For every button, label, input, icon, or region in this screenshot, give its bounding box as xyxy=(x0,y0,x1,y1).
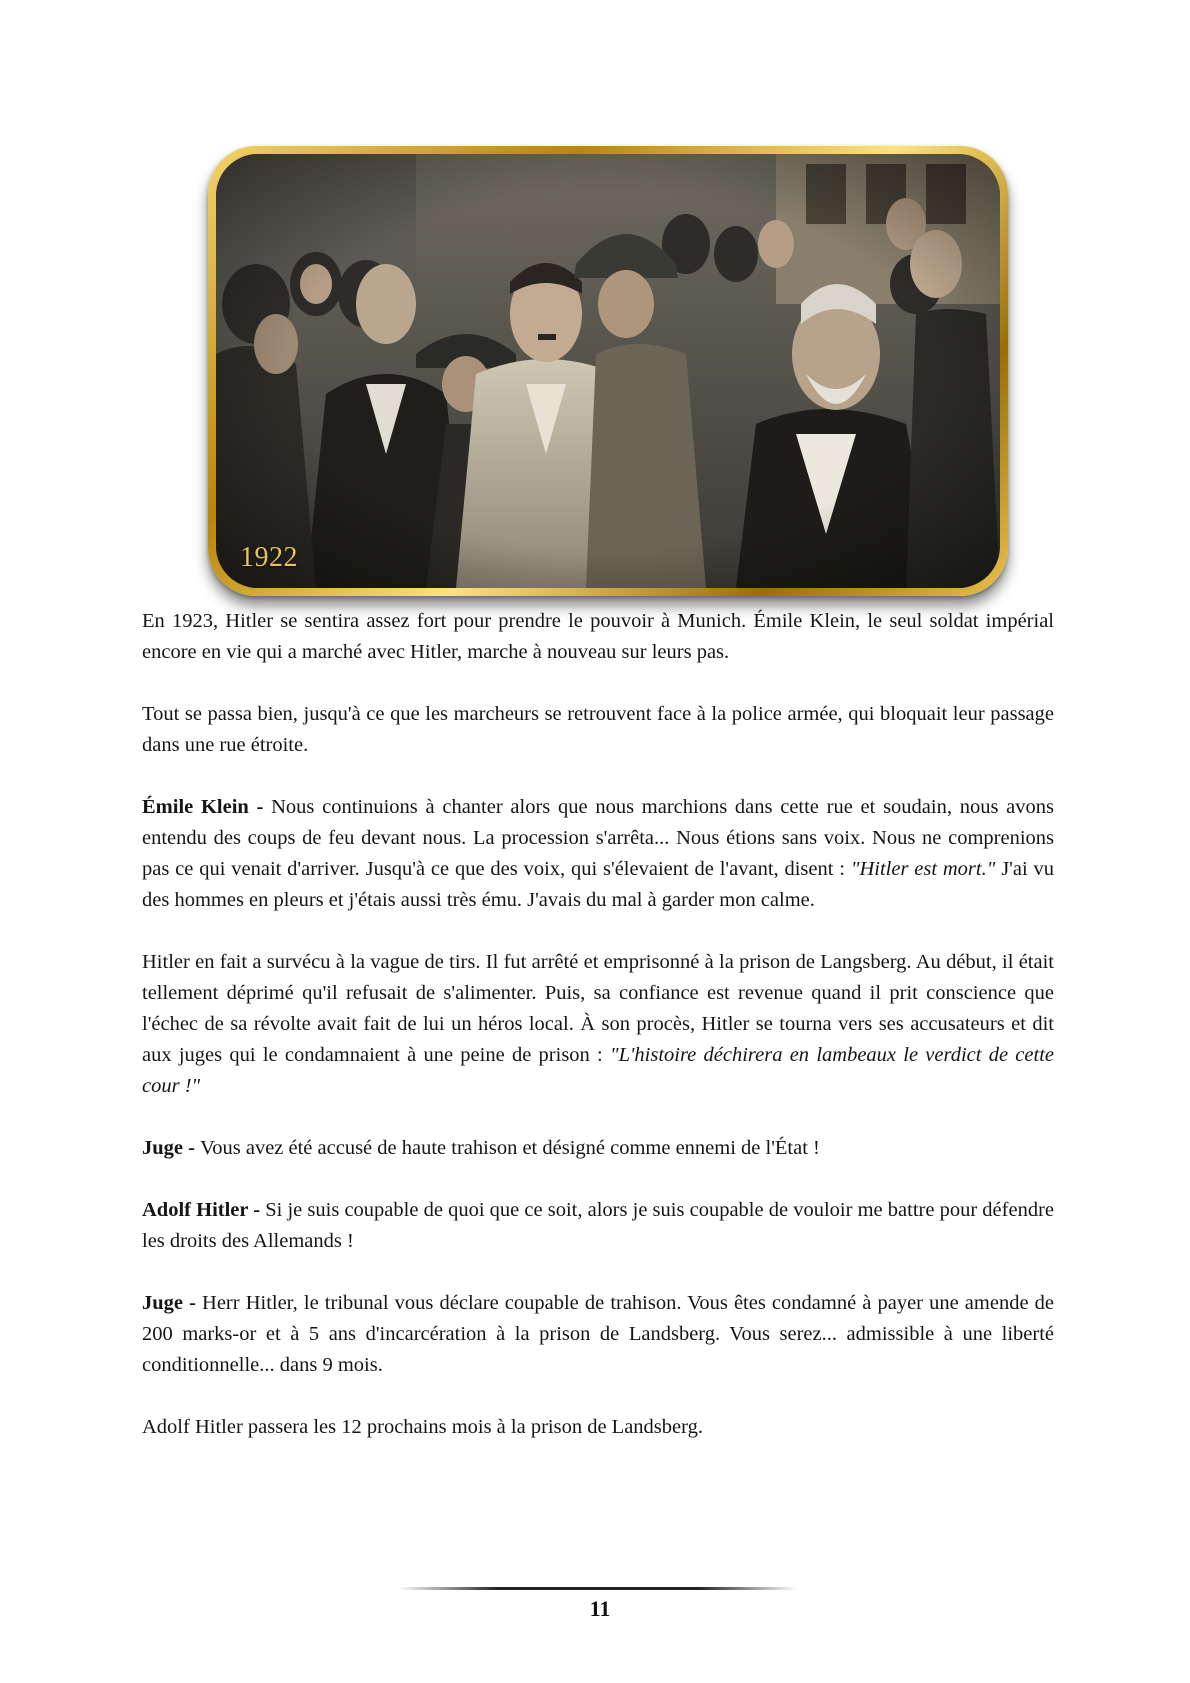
paragraph-1: En 1923, Hitler se sentira assez fort pour prendre le pouvoir à Munich. Émile Klein, le seul soldat impérial encore en vie qui a marché avec Hitler, marche à nouveau sur leurs pas. xyxy=(142,610,1054,663)
photo-frame xyxy=(208,146,1008,596)
speaker-label: Émile Klein - xyxy=(142,796,272,818)
paragraph-6: Adolf Hitler - Si je suis coupable de quoi que ce soit, alors je suis coupable de vouloir me battre pour défendre les droits des Allemands ! xyxy=(142,1199,1055,1252)
paragraph-7: Juge - Herr Hitler, le tribunal vous déclare coupable de trahison. Vous êtes condamné à payer une amende de 200 marks-or et à 5 ans d'incarcération à la prison de Landsberg. Vous serez... admissible à une liberté conditionnelle... dans 9 mois. xyxy=(142,1292,1054,1376)
paragraph-2: Tout se passa bien, jusqu'à ce que les marcheurs se retrouvent face à la police armée, qui bloquait leur passage dans une rue étroite. xyxy=(142,703,1054,756)
paragraph-8: Adolf Hitler passera les 12 prochains mois à la prison de Landsberg. xyxy=(142,1416,703,1438)
quote: "L'histoire déchirera en lambeaux le verdict de cette cour !" xyxy=(142,1044,1054,1097)
historical-photo xyxy=(216,154,1000,588)
photo-year-caption: 1922 xyxy=(240,542,298,573)
speaker-label: Juge - xyxy=(142,1137,201,1159)
quote: "Hitler est mort." xyxy=(850,858,996,880)
speaker-label: Juge - xyxy=(142,1292,203,1314)
body-text xyxy=(142,606,1054,1474)
footer-divider xyxy=(398,1587,798,1590)
crowd-photo-illustration xyxy=(216,154,1000,588)
speaker-label: Adolf Hitler - xyxy=(142,1199,266,1221)
paragraph-5: Juge - Vous avez été accusé de haute trahison et désigné comme ennemi de l'État ! xyxy=(142,1137,820,1159)
paragraph-4: Hitler en fait a survécu à la vague de tirs. Il fut arrêté et emprisonné à la prison de Langsberg. Au début, il était tellement déprimé qu'il refusait de s'alimenter. Puis, sa confiance est revenue quand il prit conscience que l'échec de sa révolte avait fait de lui un héros local. À son procès, Hitler se tourna vers ses accusateurs et dit aux juges qui le condamnaient à une peine de prison : "L'histoire déchirera en lambeaux le verdict de cette cour !" xyxy=(142,951,1054,1097)
page-number: 11 xyxy=(589,1596,611,1621)
paragraph-3: Émile Klein - Nous continuions à chanter alors que nous marchions dans cette rue et soudain, nous avons entendu des coups de feu devant nous. La procession s'arrêta... Nous étions sans voix. Nous ne comprenions pas ce qui venait d'arriver. Jusqu'à ce que des voix, qui s'élevaient de l'avant, disent : "Hitler est mort." J'ai vu des hommes en pleurs et j'étais aussi très ému. J'avais du mal à garder mon calme. xyxy=(142,796,1054,911)
